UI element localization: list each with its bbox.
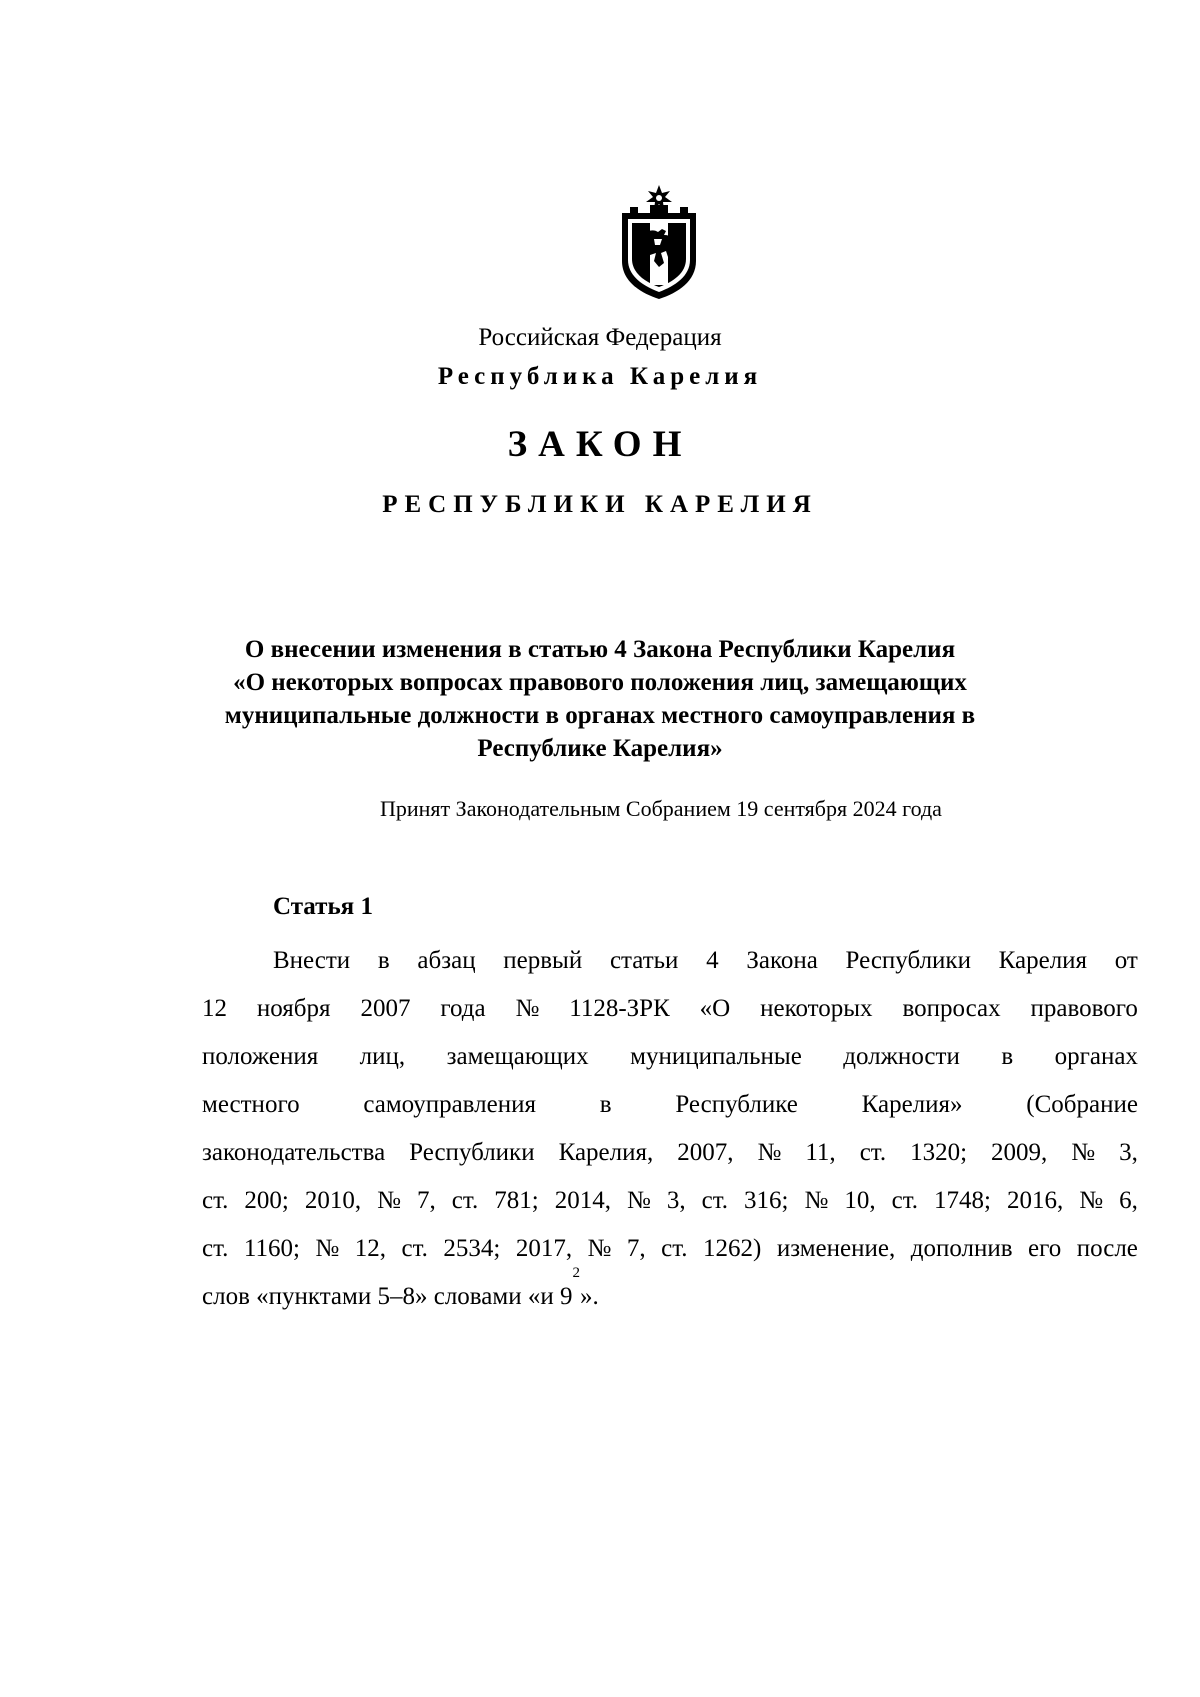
article-word: ст. [661, 1235, 688, 1262]
article-word: вопросах [902, 995, 1001, 1022]
article-word: Закона [746, 947, 818, 974]
article-word: 2016, [1007, 1187, 1064, 1214]
article-word: после [1076, 1235, 1138, 1262]
law-title-line: муниципальные должности в органах местного самоуправления в [224, 702, 976, 729]
article-word: 3, [666, 1187, 686, 1214]
article-word: Республике [675, 1091, 798, 1118]
article-word: 6, [1119, 1187, 1138, 1214]
law-title [200, 633, 1000, 765]
article-word: 2534; [443, 1235, 501, 1262]
law-heading: ЗАКОН [507, 424, 693, 465]
article-word: муниципальные [630, 1043, 802, 1070]
article-word: от [1114, 947, 1138, 974]
article-word: правового [1030, 995, 1138, 1022]
article-word: 1262) [703, 1235, 762, 1262]
article-word: местного [202, 1091, 300, 1118]
article-word: ноября [256, 995, 331, 1022]
adoption-note: Принят Законодательным Собранием 19 сентября 2024 года [380, 796, 942, 821]
article-word: № [804, 1187, 829, 1214]
article-word: № [377, 1187, 402, 1214]
article-word: 11, [805, 1139, 836, 1166]
article-word: 3, [1119, 1139, 1138, 1166]
article-word: ст. [451, 1187, 479, 1214]
article-word: замещающих [446, 1043, 589, 1070]
article-word: 781; [494, 1187, 539, 1214]
article-word: № [757, 1139, 782, 1166]
article-word: ст. [701, 1187, 728, 1214]
article-word: 12, [354, 1235, 386, 1262]
federation-label: Российская Федерация [478, 324, 722, 351]
article-word: № [315, 1235, 340, 1262]
article-word: 12 [202, 995, 227, 1022]
law-subheading: РЕСПУБЛИКИ КАРЕЛИЯ [382, 491, 818, 518]
article-word: № [587, 1235, 612, 1262]
article-word: 1748; [934, 1187, 991, 1214]
article-word: в [377, 947, 390, 974]
law-title-line: «О некоторых вопросах правового положения лиц, замещающих [233, 669, 967, 696]
article-word: 1128-ЗРК [569, 995, 670, 1022]
article-word: № [1079, 1187, 1104, 1214]
article-word: 2014, [554, 1187, 611, 1214]
article-line [202, 1129, 1138, 1177]
article-word: некоторых [760, 995, 873, 1022]
last-line-tail: ». [579, 1283, 599, 1310]
article-word: изменение, [776, 1235, 896, 1262]
law-title-line: О внесении изменения в статью 4 Закона Республики Карелия [244, 636, 956, 663]
article-word: «О [699, 995, 731, 1022]
article-word: 7, [626, 1235, 646, 1262]
article-line [202, 1033, 1138, 1081]
article-word: абзац [417, 947, 476, 974]
superscript: 2 [572, 1265, 580, 1281]
article-word: законодательства [202, 1139, 386, 1166]
article-line [202, 937, 1138, 985]
article-word: статьи [609, 947, 679, 974]
article-word: № [626, 1187, 651, 1214]
article-line [202, 1177, 1138, 1225]
article-word: Карелия» [861, 1091, 963, 1118]
article-body [202, 937, 1138, 1321]
article-word: Внести [273, 947, 351, 974]
article-word: 2017, [515, 1235, 573, 1262]
article-word: 2007 [360, 995, 411, 1022]
article-word: № [1071, 1139, 1096, 1166]
article-word: положения [202, 1043, 319, 1070]
article-word: 10, [844, 1187, 876, 1214]
article-word: года [440, 995, 486, 1022]
article-word: 200; [244, 1187, 289, 1214]
article-word: 2010, [304, 1187, 362, 1214]
article-word: ст. [891, 1187, 919, 1214]
article-word: самоуправления [363, 1091, 536, 1118]
article-word: должности [843, 1043, 960, 1070]
article-last-line [202, 1265, 1138, 1321]
article-word: в [599, 1091, 612, 1118]
article-word: ст. [859, 1139, 887, 1166]
article-word: лиц, [359, 1043, 406, 1070]
article-word: дополнив [910, 1235, 1013, 1262]
article-word: 1320; [910, 1139, 968, 1166]
coat-of-arms-icon [616, 183, 702, 301]
article-word: 7, [417, 1187, 436, 1214]
law-title-line: Республике Карелия» [477, 735, 723, 762]
last-line-text: слов «пунктами 5–8» словами «и 9 [202, 1283, 573, 1310]
article-word: Республики [845, 947, 971, 974]
article-word: первый [503, 947, 583, 974]
article-word: 2007, [677, 1139, 734, 1166]
article-word: органах [1054, 1043, 1138, 1070]
article-heading: Статья 1 [273, 893, 373, 920]
article-word: 4 [706, 947, 719, 974]
article-line [202, 985, 1138, 1033]
article-word: 1160; [243, 1235, 300, 1262]
republic-label: Республика Карелия [437, 363, 763, 390]
article-word: (Собрание [1026, 1091, 1138, 1118]
article-word: № [515, 995, 540, 1022]
article-line [202, 1225, 1138, 1273]
article-word: ст. [401, 1235, 428, 1262]
article-word: ст. [202, 1187, 229, 1214]
article-word: в [1001, 1043, 1014, 1070]
article-word: его [1028, 1235, 1062, 1262]
article-line [202, 1081, 1138, 1129]
article-word: 316; [744, 1187, 789, 1214]
article-word: ст. [202, 1235, 229, 1262]
article-word: Республики [409, 1139, 535, 1166]
article-word: Карелия [998, 947, 1088, 974]
article-word: 2009, [991, 1139, 1048, 1166]
article-word: Карелия, [558, 1139, 654, 1166]
